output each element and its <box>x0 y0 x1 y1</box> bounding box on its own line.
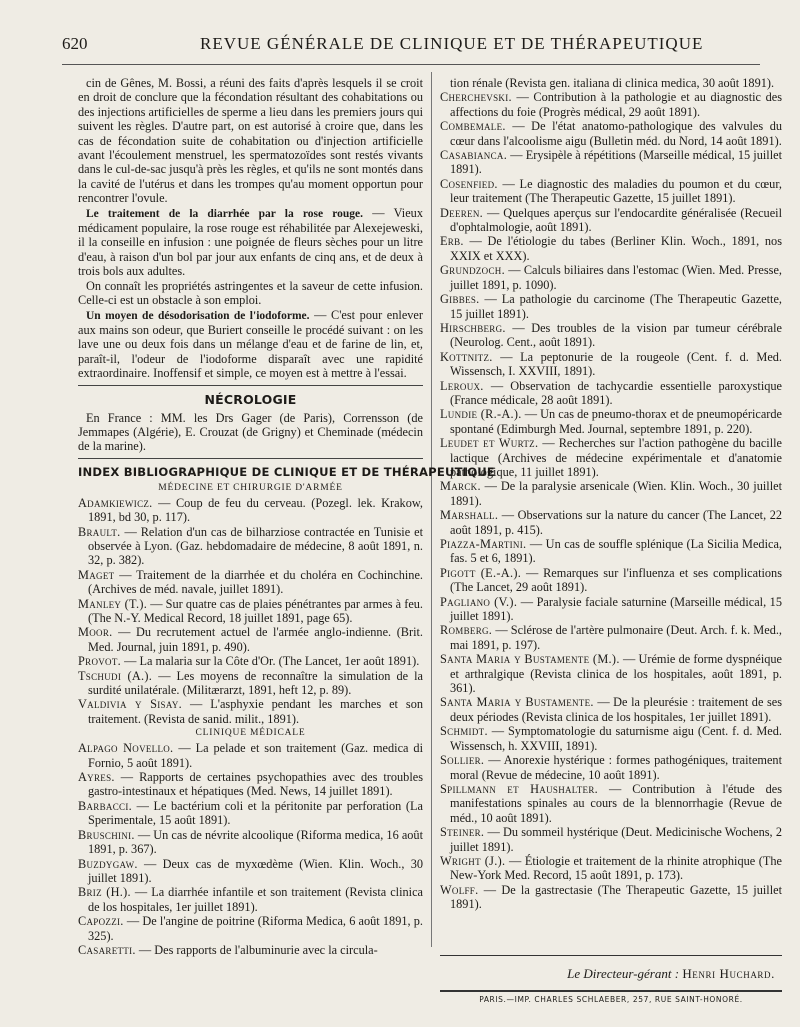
entry-text: — Un cas de pneumo-thorax et de pneumopéricarde spontané (Edimburgh Med. Journal, septembre 1891, p. 220). <box>450 407 782 436</box>
paragraph-body: — Vieux médicament populaire, la rose rouge est réhabilitée par Alexejeweski, il la conseille en infusion : une poignée de fleurs sèches pour un litre d'eau, à raison d'un bol par jour aux enfants de cinq ans, et de deux à trois bols aux adultes. <box>78 205 423 279</box>
index-title: INDEX BIBLIOGRAPHIQUE DE CLINIQUE ET DE THÉRAPEUTIQUE <box>78 464 495 479</box>
entry-author: Adamkiewicz. <box>78 495 153 510</box>
paragraph-body: — C'est pour enlever aux mains son odeur, que Buriert conseille le procédé suivant : on les lave une ou deux fois dans un mélange d'eau et de farine de lin, et, paraît-il, l'odeur de l'iodoforme disparaît avec une rapidité extraordinaire. Inoffensif et simple, ce moyen est à mettre à l'essai. <box>78 307 423 381</box>
bibliography-entry <box>440 825 782 854</box>
entry-author: Sollier. <box>440 753 485 768</box>
bibliography-entry <box>78 568 423 597</box>
bibliography-entry <box>78 697 423 726</box>
entry-author: Santa Maria y Bustamente (M.). <box>440 652 620 667</box>
entry-author: Spillmann et Haushalter. <box>440 781 599 796</box>
entry-text: — Contribution à la pathologie et au diagnostic des affections du foie (Progrès médical, 29 août 1891). <box>450 90 782 119</box>
subsection-medecine-armee: MÉDECINE ET CHIRURGIE D'ARMÉE <box>158 482 343 493</box>
entry-author: Hirschberg. <box>440 320 506 335</box>
bibliography-entry <box>78 669 423 698</box>
bibliography-entry <box>78 857 423 886</box>
entry-text: — Remarques sur l'influenza et ses complications (The Lancet, 29 août 1891). <box>450 565 782 595</box>
section-rule <box>78 385 423 386</box>
entry-author: Santa Maria y Bustamente. <box>440 695 594 710</box>
bibliography-entry <box>440 292 782 321</box>
entry-text: — Urémie de forme dyspnéique et arthralgique (Revista clinica de los hospitales, août 1891, p. 361). <box>450 652 782 696</box>
bibliography-list-armee <box>78 496 423 727</box>
entry-text: — La malaria sur la Côte d'Or. (The Lancet, 1er août 1891). <box>121 654 420 669</box>
paragraph-rose-rouge <box>78 206 423 279</box>
entry-author: Casaretti. <box>78 942 136 957</box>
bibliography-entry <box>440 753 782 782</box>
entry-author: Deeren. <box>440 205 484 220</box>
bibliography-entry <box>78 741 423 770</box>
entry-text: — Coup de feu du cerveau. (Pozegl. lek. Krakow, 1891, bd 30, p. 117). <box>88 495 423 525</box>
page-number: 620 <box>62 34 88 53</box>
entry-text: — Des troubles de la vision par tumeur cérébrale (Neurolog. Cent., août 1891). <box>450 320 782 350</box>
bibliography-entry <box>78 943 423 957</box>
entry-text: — De la gastrectasie (The Therapeutic Gazette, 15 juillet 1891). <box>450 882 782 912</box>
bibliography-entry <box>440 508 782 537</box>
section-rule <box>78 458 423 459</box>
entry-text: — L'asphyxie pendant les marches et son traitement. (Revista de sanid. milit., 1891). <box>88 697 423 726</box>
bibliography-entry <box>440 595 782 624</box>
bibliography-entry <box>78 654 423 668</box>
bibliography-entry <box>440 263 782 292</box>
bibliography-entry <box>440 321 782 350</box>
entry-text: — Deux cas de myxœdème (Wien. Klin. Woch., 30 juillet 1891). <box>88 856 423 885</box>
necrologie-title: NÉCROLOGIE <box>204 391 297 407</box>
entry-text: — Un cas de souffle splénique (La Sicilia Medica, fas. 5 et 6, 1891). <box>450 537 782 566</box>
right-column <box>440 76 782 912</box>
bibliography-entry <box>440 566 782 595</box>
entry-text: — La pelade et son traitement (Gaz. medica di Fornio, 5 août 1891). <box>88 741 423 770</box>
bibliography-entry <box>78 496 423 525</box>
entry-author: Kottnitz. <box>440 349 493 364</box>
entry-text: — La peptonurie de la rougeole (Cent. f. d. Med. Wissensch, I. XXVIII, 1891). <box>450 349 782 379</box>
paragraph-fecondation: cin de Gênes, M. Bossi, a réuni des faits d'après lesquels il se croit en droit de conclure que la fécondation résultant des cohabitations ou des injections artificielles de sperme a lieu dans les premiers jours qui suivent les règles. D'autre part, on est autorisé à croire que, dans les cas de fécondation suite de cohabitation ou d'injection artificielle avant l'écoulement menstruel, les spermatozoïdes sont restés vivants dans le cul-de-sac jusqu'à près les règles, et qu'ils ne sont montés dans la cavité de l'utérus et dans les trompes qu'au moment opportun pour rencontrer l'ovule. <box>78 76 423 206</box>
entry-text: — La pathologie du carcinome (The Therapeutic Gazette, 15 juillet 1891). <box>450 292 782 321</box>
bibliography-entry <box>78 799 423 828</box>
bibliography-entry <box>78 828 423 857</box>
bibliography-entry <box>78 525 423 568</box>
entry-author: Casabianca. <box>440 148 508 163</box>
entry-author: Grundzoch. <box>440 263 505 278</box>
entry-text: — Du sommeil hystérique (Deut. Medicinische Wochens, 2 juillet 1891). <box>450 825 782 854</box>
entry-author: Gibbes. <box>440 292 480 307</box>
bibliography-entry <box>440 436 782 479</box>
entry-author: Erb. <box>440 234 464 249</box>
entry-author: Wolff. <box>440 882 479 897</box>
entry-text: — Étiologie et traitement de la rhinite atrophique (The New-York Med. Record, 15 août 1891, p. 173). <box>450 853 782 883</box>
entry-text: — De la paralysie arsenicale (Wien. Klin. Woch., 30 juillet 1891). <box>450 479 782 508</box>
entry-text: — Relation d'un cas de bilharziose contractée en Tunisie et observée à Lyon. (Gaz. hebdomadaire de médecine, 8 août 1891, n. 32, p. 382). <box>88 524 423 568</box>
entry-author: Wright (J.). <box>440 853 506 868</box>
entry-text: — Rapports de certaines psychopathies avec des troubles gastro-intestinaux et hépatiques (Med. News, 14 juillet 1891). <box>88 770 423 799</box>
entry-author: Cosenfied. <box>440 176 498 191</box>
entry-text: — Erysipèle à répétitions (Marseille médical, 15 juillet 1891). <box>450 148 782 177</box>
bibliography-entry <box>440 695 782 724</box>
entry-author: Briz (H.). <box>78 885 131 900</box>
entry-text: — Contribution à l'étude des manifestations spinales au cours de la blennorrhagie (Revue de méd., 10 août 1891). <box>450 781 782 825</box>
entry-author: Lundie (R.-A.). <box>440 407 522 422</box>
bibliography-entry <box>440 350 782 379</box>
entry-author: Leudet et Wurtz. <box>440 436 539 451</box>
entry-author: Ayres. <box>78 770 115 785</box>
entry-text: — De la pleurésie : traitement de ses deux périodes (Revista clinica de los hospitales, 1er juillet 1891). <box>450 695 782 724</box>
signature-name: Henri Huchard. <box>682 966 775 981</box>
entry-text: — Sur quatre cas de plaies pénétrantes par armes à feu. (The N.-Y. Medical Record, 18 juillet 1891, page 65). <box>88 596 423 625</box>
signature-label: Le Directeur-gérant : <box>567 966 680 981</box>
bibliography-entry <box>440 177 782 206</box>
column-divider <box>431 72 432 947</box>
entry-author: Pagliano (V.). <box>440 594 518 609</box>
bibliography-entry <box>440 407 782 436</box>
entry-author: Manley (T.). <box>78 596 148 611</box>
bibliography-entry <box>440 782 782 825</box>
entry-text: — La diarrhée infantile et son traitement (Revista clinica de los hospitales, 1er juillet 1891). <box>88 885 423 914</box>
entry-author: Brault. <box>78 524 121 539</box>
entry-author: Piazza-Martini. <box>440 537 527 551</box>
entry-author: Marck. <box>440 479 481 494</box>
entry-text: — De l'état anatomo-pathologique des valvules du cœur dans l'alcoolisme aigu (Bulletin méd. du Nord, 14 août 1891). <box>450 119 782 148</box>
entry-text: — Recherches sur l'action pathogène du bacille lactique (Archives de médecine expérimentale et d'anatomie pathologique, 11 juillet 1891). <box>450 436 782 479</box>
entry-author: Maget <box>78 567 115 582</box>
entry-text: — Anorexie hystérique : formes pathogéniques, traitement moral (Revue de médecine, 10 août 1891). <box>450 753 782 782</box>
bibliography-entry <box>440 206 782 235</box>
running-title: REVUE GÉNÉRALE DE CLINIQUE ET DE THÉRAPEUTIQUE <box>200 34 704 53</box>
necrologie-text: En France : MM. les Drs Gager (de Paris), Corrensson (de Jemmapes (Algérie), E. Crouzat (de Grigny) et Cheminade (médecin de la marine). <box>78 410 423 454</box>
bibliography-list-right <box>440 90 782 911</box>
entry-author: Barbacci. <box>78 798 132 813</box>
subsection-clinique-medicale: CLINIQUE MÉDICALE <box>195 728 306 739</box>
entry-author: Schmidt. <box>440 724 488 739</box>
entry-author: Steiner. <box>440 825 485 840</box>
paragraph-infusion: On connaît les propriétés astringentes et la saveur de cette infusion. Celle-ci est un obstacle à son emploi. <box>78 278 423 308</box>
bibliography-entry <box>440 724 782 753</box>
entry-author: Tschudi (A.). <box>78 668 153 683</box>
entry-author: Capozzi. <box>78 914 124 929</box>
bibliography-entry <box>440 90 782 119</box>
bibliography-entry <box>440 883 782 912</box>
paragraph-lead: Un moyen de désodorisation de l'iodoforme. <box>86 309 310 322</box>
paragraph-lead: Le traitement de la diarrhée par la rose rouge. <box>86 207 363 220</box>
entry-text: — De l'étiologie du tabes (Berliner Klin. Woch., 1891, nos XXIX et XXX). <box>450 234 782 263</box>
imprint-rule <box>440 990 782 992</box>
entry-text: — Calculs biliaires dans l'estomac (Wien. Med. Presse, juillet 1891, p. 1090). <box>450 263 782 292</box>
bibliography-entry <box>440 854 782 883</box>
entry-text: — Observation de tachycardie essentielle paroxystique (France médicale, 28 août 1891). <box>450 378 782 407</box>
entry-author: Combemale. <box>440 119 506 134</box>
bibliography-entry <box>440 537 782 566</box>
entry-text: — Sclérose de l'artère pulmonaire (Deut. Arch. f. k. Med., mai 1891, p. 197). <box>450 623 782 652</box>
bibliography-entry <box>440 623 782 652</box>
imprint: PARIS.—IMP. CHARLES SCHLAEBER, 257, RUE SAINT-HONORÉ. <box>479 995 743 1004</box>
bibliography-entry <box>78 625 423 654</box>
entry-text: — Quelques aperçus sur l'endocardite généralisée (Recueil d'ophtalmologie, août 1891). <box>450 205 782 235</box>
signature <box>440 966 775 982</box>
entry-text: — Paralysie faciale saturnine (Marseille médical, 15 juillet 1891). <box>450 594 782 624</box>
entry-text: — Le bactérium coli et la péritonite par perforation (La Sperimentale, 15 août 1891). <box>88 798 423 828</box>
entry-text: — Les moyens de reconnaître la simulation de la surdité unilatérale. (Militærarzt, 1891, heft 12, p. 89). <box>88 668 423 698</box>
entry-author: Romberg. <box>440 623 493 638</box>
entry-author: Provot. <box>78 654 122 669</box>
bibliography-continuation: tion rénale (Revista gen. italiana di clinica medica, 30 août 1891). <box>450 76 775 90</box>
bibliography-entry <box>440 119 782 148</box>
entry-text: — Symptomatologie du saturnisme aigu (Cent. f. d. Med. Wissensch, h. XXVIII, 1891). <box>450 724 782 753</box>
bibliography-entry <box>440 379 782 408</box>
entry-text: — Un cas de névrite alcoolique (Riforma medica, 16 août 1891, p. 367). <box>88 827 423 857</box>
entry-author: Pigott (E.-A.). <box>440 565 522 580</box>
paragraph-iodoforme <box>78 308 423 381</box>
entry-text: — Des rapports de l'albuminurie avec la circula- <box>135 942 378 957</box>
entry-author: Alpago Novello. <box>78 741 174 756</box>
bibliography-entry <box>440 652 782 695</box>
bibliography-list-clinique <box>78 741 423 957</box>
entry-text: — De l'angine de poitrine (Riforma Medica, 6 août 1891, p. 325). <box>88 914 423 943</box>
bibliography-entry <box>440 479 782 508</box>
entry-text: — Du recrutement actuel de l'armée anglo-indienne. (Brit. Med. Journal, juin 1891, p. 490). <box>88 625 423 654</box>
bibliography-entry <box>440 148 782 177</box>
signature-rule <box>440 955 782 956</box>
entry-author: Leroux. <box>440 378 484 393</box>
bibliography-entry <box>78 770 423 799</box>
entry-author: Cherchevski. <box>440 90 512 105</box>
entry-author: Buzdygaw. <box>78 856 138 871</box>
bibliography-entry <box>78 914 423 943</box>
entry-text: — Le diagnostic des maladies du poumon et du cœur, leur traitement (The Therapeutic Gazette, 15 juillet 1891). <box>450 176 782 206</box>
header-rule <box>62 64 760 65</box>
entry-author: Marshall. <box>440 508 499 523</box>
entry-author: Valdivia y Sisay. <box>78 697 182 712</box>
entry-author: Bruschini. <box>78 827 135 842</box>
bibliography-entry <box>440 234 782 263</box>
bibliography-entry <box>78 597 423 626</box>
entry-author: Moor. <box>78 625 113 640</box>
entry-text: — Traitement de la diarrhée et du choléra en Cochinchine. (Archives de méd. navale, juillet 1891). <box>88 567 423 597</box>
bibliography-entry <box>78 885 423 914</box>
entry-text: — Observations sur la nature du cancer (The Lancet, 22 août 1891, p. 415). <box>450 508 782 537</box>
